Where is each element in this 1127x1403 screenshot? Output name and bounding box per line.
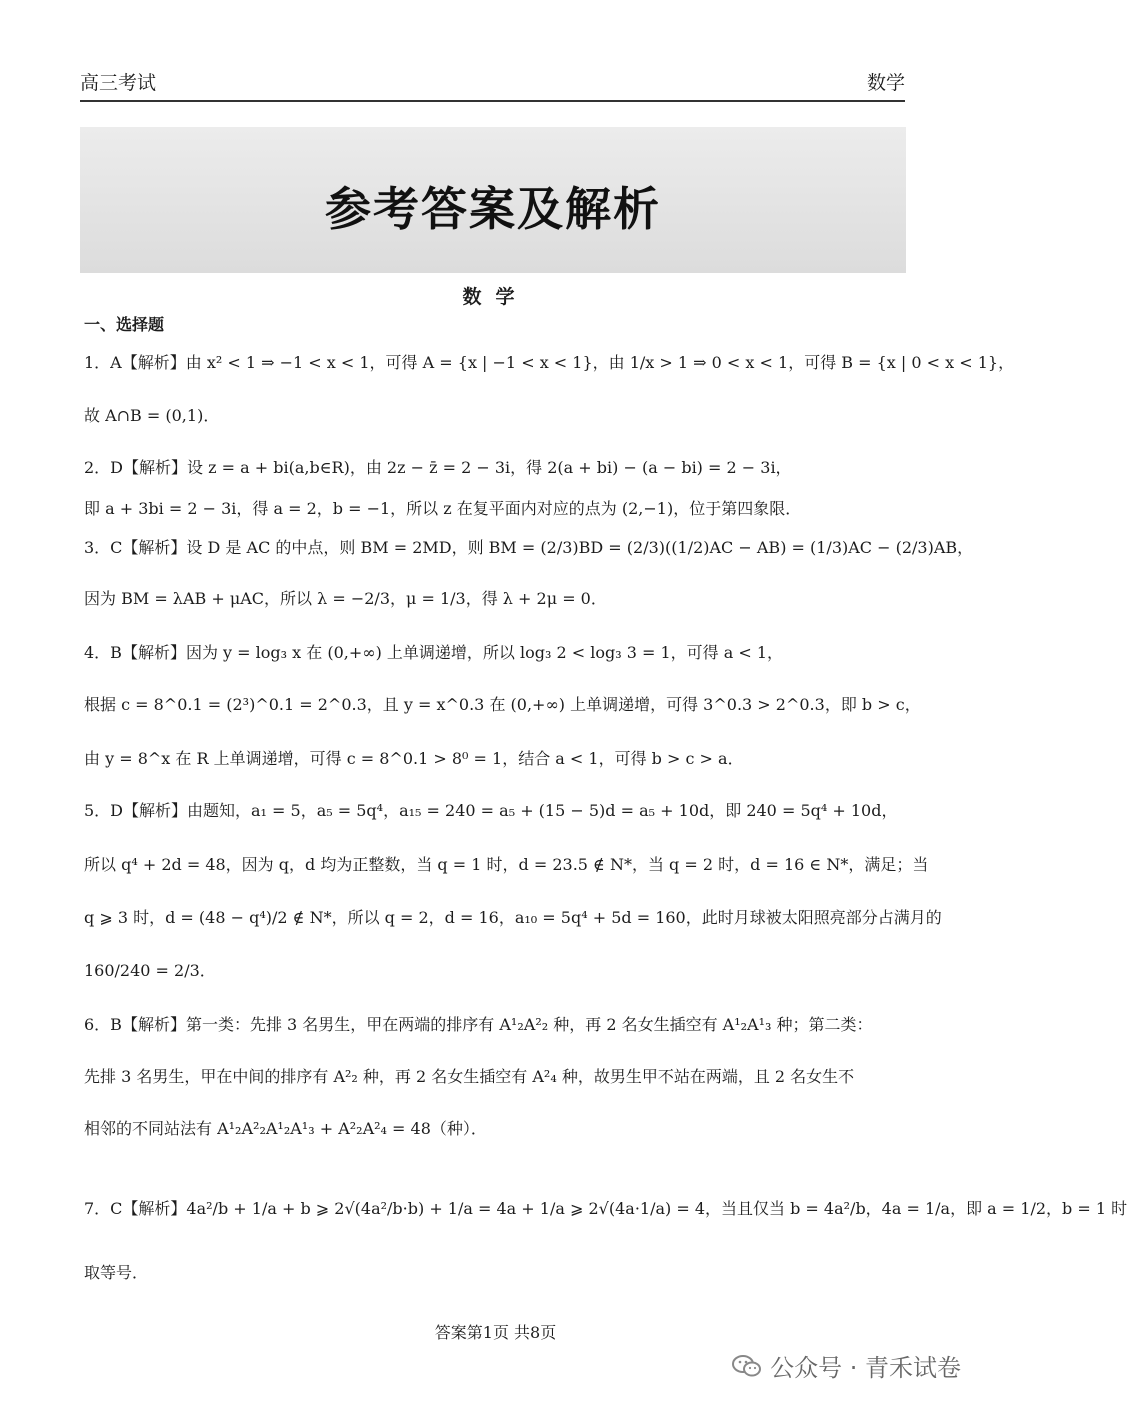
- answer-line: 160/240 = 2/3．: [84, 961, 216, 980]
- answer-line: 因为 BM = λAB + μAC，所以 λ = −2/3，μ = 1/3，得 λ + 2μ = 0．: [84, 589, 607, 608]
- answer-line: 2．D【解析】设 z = a + bi(a,b∈R)，由 2z − z̄ = 2 − 3i，得 2(a + bi) − (a − bi) = 2 − 3i，: [84, 458, 792, 477]
- answer-line: 先排 3 名男生，甲在中间的排序有 A²₂ 种，再 2 名女生插空有 A²₄ 种，故男生甲不站在两端，且 2 名女生不: [84, 1067, 855, 1086]
- answer-line: 即 a + 3bi = 2 − 3i，得 a = 2，b = −1，所以 z 在复平面内对应的点为 (2,−1)，位于第四象限．: [84, 499, 802, 518]
- section-title: 一、选择题: [84, 315, 165, 334]
- answer-line: 根据 c = 8^0.1 = (2³)^0.1 = 2^0.3，且 y = x^0.3 在 (0,+∞) 上单调递增，可得 3^0.3 > 2^0.3，即 b > c，: [84, 695, 921, 714]
- wechat-icon: [732, 1354, 762, 1378]
- answer-line: 4．B【解析】因为 y = log₃ x 在 (0,+∞) 上单调递增，所以 log₃ 2 < log₃ 3 = 1，可得 a < 1，: [84, 643, 784, 662]
- subject-label: 数学: [866, 72, 905, 94]
- answer-line: 所以 q⁴ + 2d = 48，因为 q，d 均为正整数，当 q = 1 时，d = 23.5 ∉ N*，当 q = 2 时，d = 16 ∈ N*，满足；当: [84, 855, 929, 874]
- answer-line: 相邻的不同站法有 A¹₂A²₂A¹₂A¹₃ + A²₂A²₄ = 48（种）．: [84, 1119, 487, 1138]
- answer-line: 6．B【解析】第一类：先排 3 名男生，甲在两端的排序有 A¹₂A²₂ 种，再 2 名女生插空有 A¹₂A¹₃ 种；第二类：: [84, 1015, 873, 1034]
- watermark: [732, 1348, 961, 1383]
- banner-title: 参考答案及解析: [325, 182, 661, 236]
- watermark-text: 公众号 · 青禾试卷: [770, 1354, 961, 1382]
- answer-line: 7．C【解析】4a²/b + 1/a + b ⩾ 2√(4a²/b·b) + 1/a = 4a + 1/a ⩾ 2√(4a·1/a) = 4，当且仅当 b = 4a²/b，4a = 1/a，即 a = 1/2，b = 1 时: [84, 1199, 1127, 1218]
- subject-heading: 数学: [462, 286, 529, 308]
- answer-line: 故 A∩B = (0,1)．: [84, 406, 220, 425]
- answer-line: 3．C【解析】设 D 是 AC 的中点，则 BM = 2MD，则 BM = (2/3)BD = (2/3)((1/2)AC − AB) = (1/3)AC − (2/3)AB，: [84, 538, 974, 557]
- answer-line: q ⩾ 3 时，d = (48 − q⁴)/2 ∉ N*，所以 q = 2，d = 16，a₁₀ = 5q⁴ + 5d = 160，此时月球被太阳照亮部分占满月的: [84, 908, 942, 927]
- title-banner: [80, 127, 906, 273]
- answer-line: 取等号．: [84, 1263, 149, 1282]
- answer-line: 由 y = 8^x 在 R 上单调递增，可得 c = 8^0.1 > 8⁰ = 1，结合 a < 1，可得 b > c > a．: [84, 749, 744, 768]
- page-footer: 答案第1页 共8页: [434, 1323, 557, 1342]
- answer-line: 1．A【解析】由 x² < 1 ⇒ −1 < x < 1，可得 A = {x | −1 < x < 1}，由 1/x > 1 ⇒ 0 < x < 1，可得 B = {x | 0 < x < 1}，: [84, 353, 1015, 372]
- answer-line: 5．D【解析】由题知，a₁ = 5，a₅ = 5q⁴，a₁₅ = 240 = a₅ + (15 − 5)d = a₅ + 10d，即 240 = 5q⁴ + 10d，: [84, 801, 898, 820]
- exam-label: 高三考试: [80, 72, 157, 94]
- page-header: [80, 68, 905, 102]
